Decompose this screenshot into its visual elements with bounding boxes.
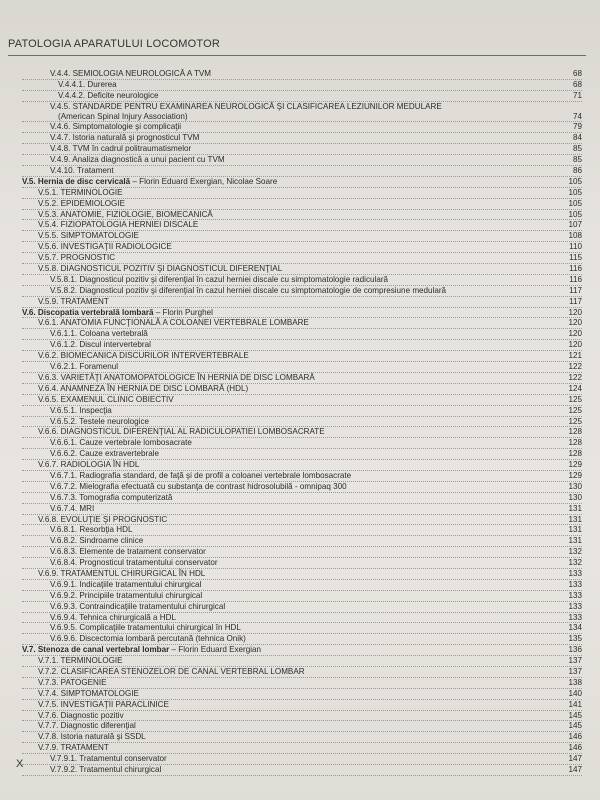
toc-entry-row — [22, 80, 582, 91]
toc-entry-row — [22, 133, 582, 144]
toc-page-number: 121 — [568, 351, 582, 361]
toc-page-number: 120 — [568, 329, 582, 339]
toc-entry-row — [22, 515, 582, 526]
toc-page-number: 129 — [568, 460, 582, 470]
toc-title-text: V.6.9.2. Principiile tratamentului chirurgical — [50, 590, 203, 600]
toc-entry-title — [38, 318, 309, 328]
toc-title-text: V.6.8.1. Resorbţia HDL — [50, 525, 133, 535]
toc-entry-title — [38, 721, 136, 731]
toc-title-text: V.7.3. PATOGENIE — [38, 677, 107, 687]
toc-title-text: V.6.5. EXAMENUL CLINIC OBIECTIV — [38, 394, 174, 404]
toc-page-number: 120 — [568, 340, 582, 350]
toc-author: – Florin Eduard Exergian, Nicolae Soare — [130, 176, 278, 186]
toc-entry-title — [38, 264, 282, 274]
toc-title-text: V.4.4. SEMIOLOGIA NEUROLOGICĂ A TVM — [50, 69, 212, 78]
toc-title-text: V.4.10. Tratament — [50, 166, 114, 176]
toc-entry-title — [50, 536, 143, 546]
toc-title-text: V.5.8.2. Diagnosticul pozitiv şi diferenţial în cazul herniei discale cu simptomatologie de compresiune medulară — [50, 285, 447, 295]
toc-entry-row — [22, 242, 582, 253]
toc-entry-row — [22, 362, 582, 373]
toc-entry-row — [22, 155, 582, 166]
toc-page-number: 132 — [568, 547, 582, 557]
toc-page-number: 85 — [572, 155, 582, 165]
toc-entry-row — [22, 580, 582, 591]
toc-page-number: 147 — [568, 765, 582, 774]
toc-page-number: 116 — [569, 264, 582, 274]
toc-entry-title — [38, 732, 146, 742]
toc-title-text: V.6.8.3. Elemente de tratament conservator — [50, 547, 206, 557]
toc-page-number: 84 — [572, 133, 582, 143]
toc-title-text: V.6.7.4. MRI — [50, 503, 95, 513]
toc-entry-row — [22, 102, 582, 112]
toc-entry-title — [38, 678, 107, 688]
toc-title-text: V.5.5. SIMPTOMATOLOGIE — [38, 231, 139, 241]
toc-title-text: V.4.9. Analiza diagnostică a unui pacient cu TVM — [50, 155, 225, 165]
toc-entry-title — [50, 144, 191, 154]
toc-title-text: (American Spinal Injury Association) — [58, 111, 188, 121]
toc-title-text: V.6.4. ANAMNEZA ÎN HERNIA DE DISC LOMBARĂ (HDL) — [38, 383, 249, 393]
toc-title-text: V.6.1.2. Discul intervertebral — [50, 340, 151, 350]
toc-page-number: 107 — [568, 220, 582, 230]
toc-page-number: 74 — [572, 111, 582, 121]
toc-entry-title — [38, 711, 124, 721]
toc-chapter-row — [22, 308, 582, 319]
toc-chapter-row — [22, 177, 582, 188]
page-number: X — [16, 758, 24, 770]
toc-title-text: V.6. Discopatia vertebrală lombară — [22, 307, 154, 317]
toc-entry-row — [22, 678, 582, 689]
toc-entry-row — [22, 667, 582, 678]
toc-page-number: 128 — [568, 427, 582, 437]
toc-entry-row — [22, 199, 582, 210]
toc-entry-title — [50, 449, 159, 459]
toc-entry-row — [22, 602, 582, 613]
toc-entry-row — [22, 743, 582, 754]
toc-entry-title — [22, 645, 261, 655]
toc-entry-row — [22, 656, 582, 667]
toc-entry-title — [38, 569, 205, 579]
toc-entry-title — [38, 220, 198, 230]
toc-entry-title — [38, 210, 213, 220]
toc-entry-title — [50, 286, 446, 296]
toc-title-text: V.4.8. TVM în cadrul politraumatismelor — [50, 144, 192, 154]
toc-entry-title — [50, 417, 149, 427]
toc-author: – Florin Eduard Exergian — [169, 645, 262, 655]
toc-title-text: V.6.3. VARIETĂŢI ANATOMOPATOLOGICE ÎN HERNIA DE DISC LOMBARĂ — [38, 372, 315, 382]
toc-entry-row — [22, 91, 582, 102]
toc-title-text: V.6.2. BIOMECANICA DISCURILOR INTERVERTEBRALE — [38, 351, 249, 361]
toc-entry-title — [38, 515, 167, 525]
toc-title-text: V.4.7. Istoria naturală şi prognosticul TVM — [50, 133, 200, 143]
toc-entry-row — [22, 711, 582, 722]
toc-entry-row — [22, 275, 582, 286]
toc-entry-title — [58, 91, 159, 101]
toc-entry-row — [22, 264, 582, 275]
toc-title-text: V.6.8.2. Sindroame clinice — [50, 536, 144, 546]
toc-page-number: 136 — [568, 645, 582, 655]
toc-page-number: 105 — [568, 176, 582, 186]
toc-entry-title — [38, 743, 109, 753]
toc-entry-row — [22, 373, 582, 384]
toc-title-text: V.7.4. SIMPTOMATOLOGIE — [38, 688, 139, 698]
toc-entry-row — [22, 329, 582, 340]
toc-title-text: V.5.1. TERMINOLOGIE — [38, 187, 123, 197]
toc-entry-title — [50, 504, 94, 514]
toc-entry-row — [22, 623, 582, 634]
toc-entry-title — [50, 613, 176, 623]
toc-entry-title — [50, 69, 211, 79]
toc-entry-title — [38, 188, 123, 198]
toc-page-number: 138 — [568, 677, 582, 687]
toc-page-number: 120 — [568, 307, 582, 317]
toc-title-text: V.6.7.1. Radiografia standard, de faţă şi de profil a coloanei vertebrale lombosacrate — [50, 470, 352, 480]
toc-title-text: V.6.7.3. Tomografia computerizată — [50, 492, 173, 502]
toc-entry-title — [50, 406, 112, 416]
toc-entry-title — [50, 754, 167, 764]
toc-entry-row — [22, 460, 582, 471]
toc-author: – Florin Purghel — [153, 307, 213, 317]
toc-entry-title — [38, 373, 315, 383]
toc-page-number: 130 — [568, 481, 582, 491]
toc-page-number: 131 — [568, 503, 582, 513]
toc-title-text: V.6.6.2. Cauze extravertebrale — [50, 449, 160, 459]
toc-entry-row — [22, 166, 582, 177]
toc-entry-row — [22, 220, 582, 231]
toc-page-number: 117 — [569, 296, 582, 306]
toc-page-number: 133 — [568, 612, 582, 622]
toc-title-text: V.7.1. TERMINOLOGIE — [38, 656, 123, 666]
toc-entry-row — [22, 569, 582, 580]
toc-page-number: 125 — [568, 416, 582, 426]
toc-entry-title — [50, 155, 225, 165]
toc-entry-row — [22, 144, 582, 155]
toc-title-text: V.5.2. EPIDEMIOLOGIE — [38, 198, 125, 208]
toc-page-number: 147 — [568, 754, 582, 764]
toc-entry-title — [50, 362, 118, 372]
toc-title-text: V.6.8.4. Prognosticul tratamentului conservator — [50, 558, 218, 568]
toc-entry-title — [50, 340, 151, 350]
table-of-contents — [22, 69, 582, 776]
toc-page-number: 105 — [568, 198, 582, 208]
toc-page-number: 124 — [568, 383, 582, 393]
toc-entry-title — [50, 580, 201, 590]
toc-entry-row — [22, 340, 582, 351]
toc-page-number: 146 — [568, 743, 582, 753]
toc-page-number: 145 — [568, 721, 582, 731]
toc-entry-title — [38, 689, 139, 699]
toc-entry-title — [50, 591, 202, 601]
toc-entry-row — [22, 558, 582, 569]
toc-title-text: V.5.6. INVESTIGAŢII RADIOLOGICE — [38, 242, 172, 252]
toc-page-number: 68 — [572, 79, 582, 89]
toc-entry-row — [22, 482, 582, 493]
toc-page-number: 115 — [569, 253, 582, 263]
toc-title-text: V.6.7. RADIOLOGIA ÎN HDL — [38, 460, 140, 470]
toc-entry-title — [50, 329, 148, 339]
toc-entry-row — [22, 493, 582, 504]
toc-entry-title — [38, 395, 174, 405]
toc-title-text: V.5.4. FIZIOPATOLOGIA HERNIEI DISCALE — [38, 220, 199, 230]
toc-title-text: V.5.7. PROGNOSTIC — [38, 253, 116, 263]
toc-page-number: 131 — [568, 514, 582, 524]
toc-entry-row — [22, 318, 582, 329]
toc-entry-row — [22, 721, 582, 732]
toc-page-number: 131 — [568, 536, 582, 546]
toc-entry-row — [22, 591, 582, 602]
toc-title-text: V.4.4.1. Durerea — [58, 79, 117, 89]
toc-page-number: 133 — [568, 579, 582, 589]
toc-entry-row — [22, 384, 582, 395]
toc-page-number: 120 — [568, 318, 582, 328]
toc-page-number: 85 — [572, 144, 582, 154]
toc-entry-title — [38, 460, 139, 470]
toc-entry-title — [22, 177, 277, 187]
toc-title-text: V.6.2.1. Foramenul — [50, 362, 119, 372]
toc-page-number: 133 — [568, 590, 582, 600]
toc-title-text: V.7.9.1. Tratamentul conservator — [50, 754, 167, 764]
toc-entry-title — [50, 547, 206, 557]
toc-page-number: 137 — [568, 666, 582, 676]
toc-page-number: 140 — [568, 688, 582, 698]
toc-entry-row — [22, 231, 582, 242]
toc-entry-title — [38, 700, 169, 710]
toc-entry-row — [22, 700, 582, 711]
toc-page-number: 125 — [568, 405, 582, 415]
toc-page-number: 122 — [568, 362, 582, 372]
toc-title-text: V.4.5. STANDARDE PENTRU EXAMINAREA NEUROLOGICĂ ŞI CLASIFICAREA LEZIUNILOR MEDULARE — [50, 101, 442, 111]
toc-title-text: V.5.8.1. Diagnosticul pozitiv şi diferenţial în cazul herniei discale cu simptomatologie radiculară — [50, 274, 389, 284]
toc-page-number: 134 — [568, 623, 582, 633]
toc-title-text: V.4.6. Simptomatologie şi complicaţii — [50, 122, 182, 132]
toc-entry-row — [22, 471, 582, 482]
toc-entry-row — [22, 547, 582, 558]
toc-entry-title — [38, 231, 139, 241]
toc-entry-row — [22, 689, 582, 700]
toc-entry-row — [22, 613, 582, 624]
toc-entry-title — [58, 80, 117, 90]
toc-page-number: 130 — [568, 492, 582, 502]
toc-title-text: V.5.9. TRATAMENT — [38, 296, 109, 306]
toc-page-number: 131 — [568, 525, 582, 535]
toc-entry-title — [50, 493, 172, 503]
toc-entry-title — [50, 122, 181, 132]
toc-title-text: V.7.7. Diagnostic diferenţial — [38, 721, 136, 731]
toc-entry-row — [22, 525, 582, 536]
toc-page-number: 110 — [569, 242, 582, 252]
toc-page-number: 128 — [568, 449, 582, 459]
toc-entry-row — [22, 188, 582, 199]
toc-title-text: V.7. Stenoza de canal vertebral lombar — [22, 645, 170, 655]
toc-page-number: 68 — [572, 69, 582, 78]
toc-entry-title — [38, 242, 172, 252]
toc-page-number: 135 — [568, 634, 582, 644]
toc-title-text: V.7.8. Istoria naturală şi SSDL — [38, 732, 146, 742]
toc-page-number: 137 — [568, 656, 582, 666]
toc-entry-title — [50, 133, 199, 143]
toc-entry-title — [50, 102, 442, 112]
toc-entry-title — [50, 438, 192, 448]
toc-title-text: V.6.5.1. Inspecţia — [50, 405, 112, 415]
toc-title-text: V.6.1. ANATOMIA FUNCŢIONALĂ A COLOANEI VERTEBRALE LOMBARE — [38, 318, 309, 328]
toc-title-text: V.7.2. CLASIFICAREA STENOZELOR DE CANAL VERTEBRAL LOMBAR — [38, 666, 305, 676]
toc-entry-row — [22, 427, 582, 438]
toc-page-number: 132 — [568, 558, 582, 568]
toc-entry-row — [22, 732, 582, 743]
toc-title-text: V.7.5. INVESTIGAŢII PARACLINICE — [38, 699, 169, 709]
toc-page-number: 141 — [568, 699, 582, 709]
toc-title-text: V.5.3. ANATOMIE, FIZIOLOGIE, BIOMECANICĂ — [38, 209, 213, 219]
toc-entry-title — [50, 471, 351, 481]
toc-title-text: V.7.9. TRATAMENT — [38, 743, 109, 753]
toc-entry-row — [22, 536, 582, 547]
toc-page-number: 116 — [569, 274, 582, 284]
toc-entry-row — [22, 351, 582, 362]
toc-page-number: 108 — [568, 231, 582, 241]
toc-title-text: V.6.7.2. Mielografia efectuată cu substanţa de contrast hidrosolubilă - omnipaq 300 — [50, 481, 347, 491]
toc-entry-title — [50, 166, 114, 176]
toc-title-text: V.6.1.1. Coloana vertebrală — [50, 329, 148, 339]
toc-entry-title — [38, 297, 109, 307]
toc-entry-row — [22, 754, 582, 765]
toc-entry-row — [22, 449, 582, 460]
toc-entry-title — [38, 656, 123, 666]
toc-title-text: V.6.9.5. Complicaţiile tratamentului chirurgical în HDL — [50, 623, 241, 633]
toc-page-number: 146 — [568, 732, 582, 742]
toc-page-number: 71 — [572, 90, 582, 100]
toc-entry-row — [22, 253, 582, 264]
toc-entry-row — [22, 395, 582, 406]
toc-page-number: 79 — [572, 122, 582, 132]
toc-entry-title — [22, 308, 213, 318]
toc-entry-title — [38, 199, 125, 209]
toc-title-text: V.6.9.4. Tehnica chirurgicală a HDL — [50, 612, 176, 622]
toc-page-number: 122 — [568, 372, 582, 382]
toc-entry-title — [38, 667, 305, 677]
toc-chapter-row — [22, 645, 582, 656]
toc-entry-row — [22, 297, 582, 308]
toc-page-number: 105 — [568, 209, 582, 219]
toc-entry-title — [38, 351, 249, 361]
toc-title-text: V.7.6. Diagnostic pozitiv — [38, 710, 124, 720]
toc-page-number: 105 — [568, 187, 582, 197]
toc-title-text: V.7.9.2. Tratamentul chirurgical — [50, 765, 162, 774]
toc-title-text: V.6.6.1. Cauze vertebrale lombosacrate — [50, 438, 192, 448]
toc-entry-title — [50, 558, 218, 568]
toc-entry-row — [22, 112, 582, 123]
running-header: PATOLOGIA APARATULUI LOCOMOTOR — [8, 38, 220, 50]
toc-entry-row — [22, 504, 582, 515]
toc-entry-row — [22, 69, 582, 80]
toc-entry-title — [50, 525, 132, 535]
toc-entry-row — [22, 634, 582, 645]
toc-page-number: 117 — [569, 285, 582, 295]
toc-title-text: V.5. Hernia de disc cervicală — [22, 176, 131, 186]
toc-title-text: V.6.8. EVOLUŢIE ŞI PROGNOSTIC — [38, 514, 168, 524]
toc-page-number: 129 — [568, 470, 582, 480]
toc-title-text: V.6.9.1. Indicaţiile tratamentului chirurgical — [50, 579, 202, 589]
toc-entry-row — [22, 286, 582, 297]
toc-page-number: 125 — [568, 394, 582, 404]
toc-entry-title — [50, 634, 246, 644]
toc-entry-title — [50, 602, 225, 612]
toc-entry-title — [58, 112, 188, 122]
toc-title-text: V.6.5.2. Testele neurologice — [50, 416, 149, 426]
toc-title-text: V.4.4.2. Deficite neurologice — [58, 90, 159, 100]
toc-page-number: 145 — [568, 710, 582, 720]
toc-title-text: V.6.9.3. Contraindicaţiile tratamentului chirurgical — [50, 601, 226, 611]
toc-title-text: V.6.6. DIAGNOSTICUL DIFERENŢIAL AL RADICULOPATIEI LOMBOSACRATE — [38, 427, 325, 437]
toc-page-number: 128 — [568, 438, 582, 448]
toc-entry-row — [22, 417, 582, 428]
toc-page-number: 133 — [568, 568, 582, 578]
toc-entry-title — [50, 623, 241, 633]
toc-page-number: 86 — [572, 166, 582, 176]
toc-entry-row — [22, 210, 582, 221]
toc-entry-title — [38, 253, 115, 263]
toc-entry-row — [22, 122, 582, 133]
toc-title-text: V.6.9. TRATAMENTUL CHIRURGICAL ÎN HDL — [38, 568, 206, 578]
toc-entry-row — [22, 765, 582, 776]
header-rule — [8, 55, 586, 56]
toc-entry-row — [22, 438, 582, 449]
toc-entry-row — [22, 406, 582, 417]
toc-entry-title — [38, 427, 325, 437]
toc-title-text: V.5.8. DIAGNOSTICUL POZITIV ŞI DIAGNOSTICUL DIFERENŢIAL — [38, 264, 283, 274]
toc-page-number: 133 — [568, 601, 582, 611]
toc-entry-title — [38, 384, 248, 394]
toc-entry-title — [50, 482, 347, 492]
toc-entry-title — [50, 275, 388, 285]
toc-entry-title — [50, 765, 161, 775]
toc-title-text: V.6.9.6. Discectomia lombară percutană (tehnica Onik) — [50, 634, 246, 644]
